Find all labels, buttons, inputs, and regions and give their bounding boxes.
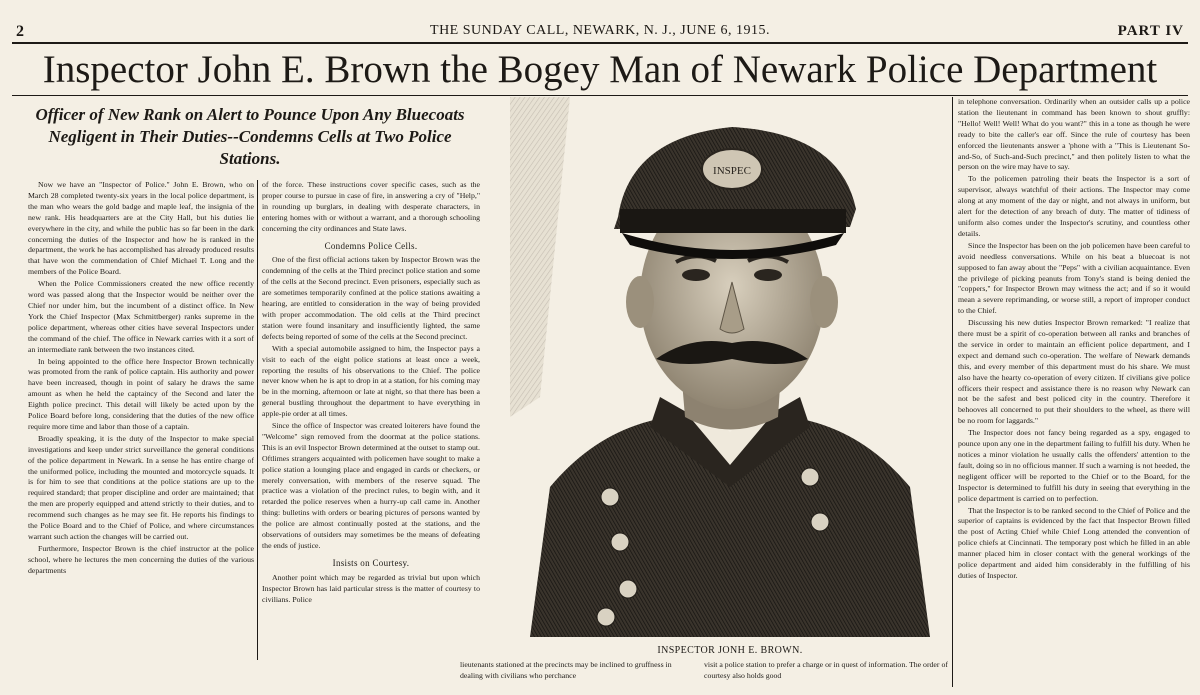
paragraph: Another point which may be regarded as trivial but upon which Inspector Brown has laid particular stress is the matter of courtesy to civilians. Police [262,572,480,604]
masthead [12,20,1188,44]
paragraph: Now we have an "Inspector of Police." John E. Brown, who on March 28 completed twenty-six years in the local police department, is the man who wears the gold badge and maple leaf, the insignia of the new rank. His headquarters are at the City Hall, but his duties lie everywhere in the city, and while the public has so far been in the dark concerning the duties of the Inspector and how he is ranked in the department, the work he has accomplished has already produced results that have won the commendation of Chief Michael T. Long and the members of the Police Board. [28,180,254,277]
headline: Inspector John E. Brown the Bogey Man of Newark Police Department [12,45,1188,96]
deck-subheadline: Officer of New Rank on Alert to Pounce Upon Any Bluecoats Negligent in Their Duties--Condemns Cells at Two Police Stations. [35,105,465,168]
paragraph: To the policemen patroling their beats the Inspector is a sort of supervisor, always watchful of their actions. The Inspector may come along at any moment of the day or night, and not always in uniform, but alert for the detection of any breach of duty. The matter of tidiness of uniform also comes under the Inspector's scrutiny, and countless other details. [958,174,1190,238]
cap-badge-text: INSPEC [713,165,751,177]
subhead-condemns-cells: Condemns Police Cells. [324,240,418,251]
article-column-2 [262,180,480,680]
continuation-text: visit a police station to prefer a charge or in quest of information. The order of courtesy also holds good [704,660,948,680]
paragraph: That the Inspector is to be ranked second to the Chief of Police and the superior of captains is evidenced by the fact that Inspector Brown filled the post of Acting Chief while Chief Long attended the convention of police chiefs at Cincinnati. The temporary post which he filled in an able manner placed him in closer contact with the general workings of the police department and aided him considerably in the fulfilling of his duties of Inspector. [958,505,1190,580]
article-column-4 [958,97,1190,693]
column-rule [952,97,953,687]
paragraph: Broadly speaking, it is the duty of the Inspector to make special investigations and keep under strict surveillance the general conditions of the police department in Newark. In a sense he has entire charge of the uniformed police, including the mounted and motorcycle squads. It is for him to see that conditions at the police stations are up to the required standard; that proper discipline and order are maintained; that the men are properly equipped and attend strictly to their duties, and to recommend such changes as he may see fit. He reports his findings to the Police Board and to the Chief of Police, and where circumstances warrant such action the changes will be carried out. [28,433,254,541]
paragraph: in telephone conversation. Ordinarily when an outsider calls up a police station the lieutenant in command has been known to shout gruffly: "Hello! Well! Well! What do you want?" this in a tone as though he were ready to bite the caller's ear off. Since the rule of courtesy has been enforced the lieutenants answer a 'phone with a "This is Lieutenant So-and-So, of Such-and-Such precinct," and then politely listen to what the person on the wire may have to say. [958,97,1190,172]
paragraph: Since the office of Inspector was created loiterers have found the "Welcome" sign removed from the doormat at the police stations. This is an evil Inspector Brown determined at the outset to stamp out. Oftlimes strangers acquainted with policemen have sought to make a police station a lounging place and engaged in cards or checkers, or merely conversation, with members of the reserve squad. The practice was a violation of the precinct rules, to begin with, and it retarded the police reserves when a hurry-up call came in. Another thing: bulletins with orders or bearing pictures of persons wanted by the police are almost continually posted at the stations, and the observations of outsiders may sometimes be the means of defeating the ends of justice. [262,421,480,550]
portrait-illustration [510,97,950,637]
paragraph: One of the first official actions taken by Inspector Brown was the condemning of the cells at the Third precinct police station and some of the cells at the Second precinct. Even prisoners, especially such as are sometimes temporarily confined at the police stations awaiting a hearing, are entitled to consideration in the way of being provided with proper accommodation. The old cells at the Third precinct station were found insanitary and insufficiently lighted, the same defects being reported of some of the cells at the Second precinct. [262,255,480,341]
paragraph: The Inspector does not fancy being regarded as a spy, engaged to pounce upon any one in the department failing to fulfill his duty. When he notices a minor violation he usually calls the offenders' attention to the fault, doing so in no officious manner. If such a warning is not heeded, the negligent officer will be reported to the Chief or to the Board, for the Inspector is determined to fulfill his duty in seeing that everything in the police department is carried on to perfection. [958,428,1190,503]
paragraph: When the Police Commissioners created the new office recently word was passed along that the Inspector would be neither over the Chief nor under him, but the incumbent of a distinct office. In New York the Chief Inspector (Max Schmittberger) ranks supreme in the police department, whereas other cities have several Inspectors under the command of the chief. The office in Newark carries with it a sort of an intermediate rank between the two instances cited. [28,279,254,354]
paragraph: With a special automobile assigned to him, the Inspector pays a visit to each of the eight police stations at least once a week, reporting the results of his observations to the Chief. The police never know when he is apt to drop in at a station, for his coming may be in the morning, afternoon or late at night, so that there has been a general bustling throughout the department to have everything in apple-pie order at all times. [262,343,480,419]
column-rule [257,180,258,660]
paragraph: In being appointed to the office here Inspector Brown technically was promoted from the rank of police captain. His authority and power have been increased, though in point of salary he draws the same amount as when he held the captaincy of the Second and later the Eighth police precinct. This detail will likely be acted upon by the Police Board before long, considering that the duties of the new office require more time and labor than those of a captain. [28,356,254,431]
bottom-continuation [460,660,950,695]
portrait-caption: INSPECTOR JONH E. BROWN. [657,645,803,656]
paragraph: Since the Inspector has been on the job policemen have been careful to avoid needless conversations. While on his beat a bluecoat is not supposed to fan away about the "Peps" with a civilian acquaintance. Even the privilege of picking peanuts from Tony's stand is being denied the "coppers," for Inspector Brown may witness the act; and if so it would mean a severe reprimanding, or worse still, a report of improper conduct to the Chief. [958,240,1190,316]
inspector-portrait [510,97,950,637]
paragraph: of the force. These instructions cover specific cases, such as the proper course to pursue in case of fire, in answering a cry of "Help," in rounding up burglars, in dealing with desperate characters, in entering homes with or without a warrant, and a thorough schooling concerning the city ordinances and State laws. [262,180,480,233]
paragraph: Furthermore, Inspector Brown is the chief instructor at the police school, where he lectures the men concerning the duties of the various departments [28,543,254,575]
continuation-text: lieutenants stationed at the precincts may be inclined to gruffness in dealing with civilians who perchance [460,660,672,680]
page-number: 2 [16,23,24,40]
paragraph: Discussing his new duties Inspector Brown remarked: "I realize that there must be a spirit of co-operation between all ranks and branches of the service in order to maintain an efficient police department, and I expect and demand such co-operation. The welfare of Newark demands this, and every member of this department must do his share. We must also have the hearty co-operation of every citizen. If civilians give police officers their respect and assistance there is no reason why Newark can not be the safest and best policed city in the country. Therefore it behooves all concerned to put their shoulders to the wheel, as there will be no room for laggards." [958,318,1190,426]
article-column-1 [28,180,254,690]
part-label: PART IV [1117,23,1184,39]
subhead-courtesy: Insists on Courtesy. [332,557,410,568]
dateline: THE SUNDAY CALL, NEWARK, N. J., JUNE 6, 1915. [430,23,770,38]
